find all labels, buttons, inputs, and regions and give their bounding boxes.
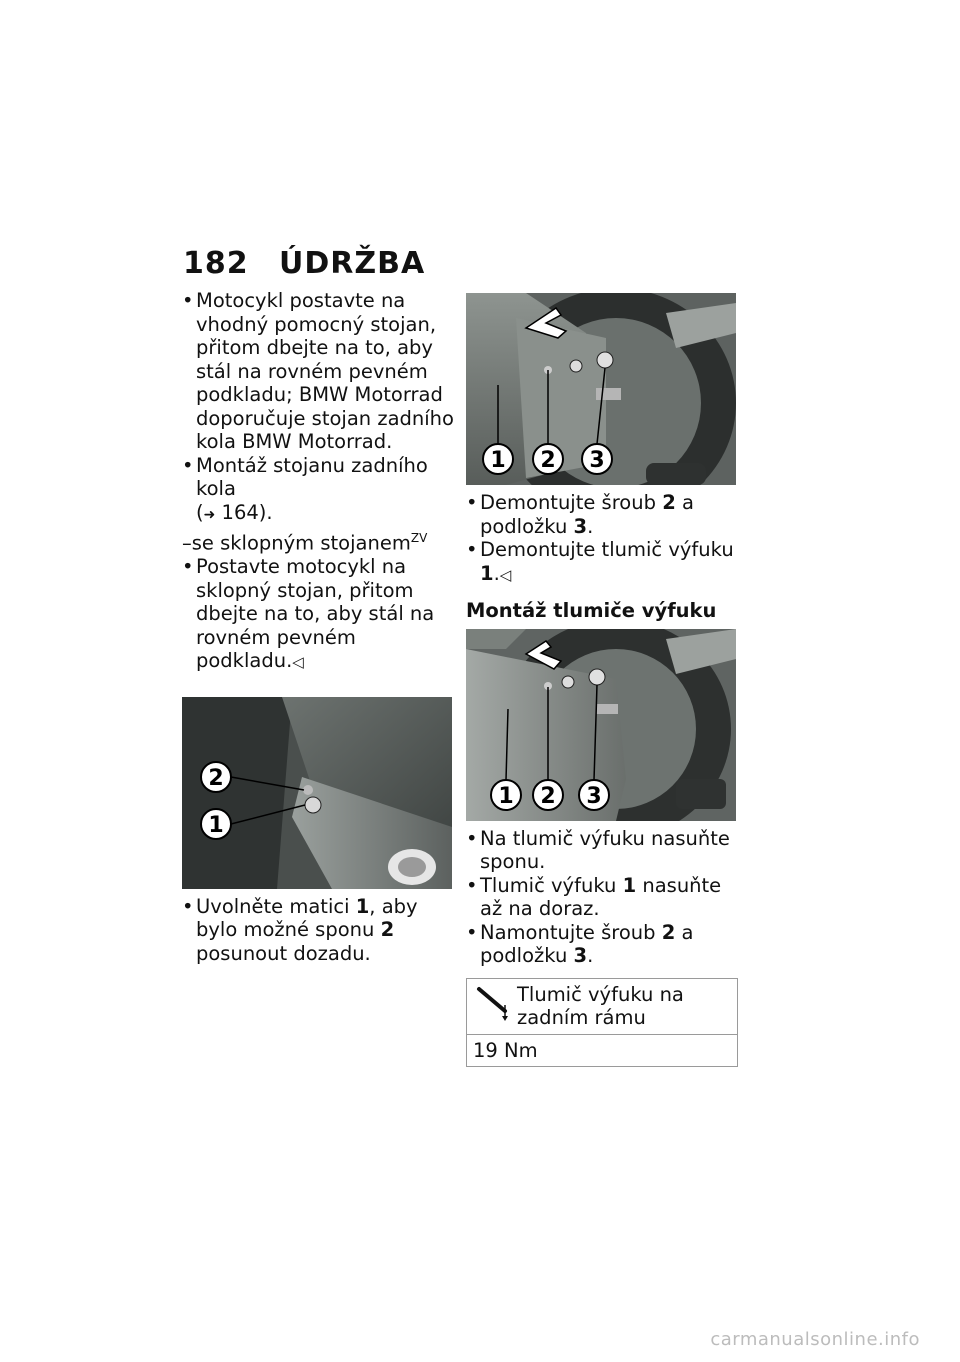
optional-equipment-badge: ZV (410, 531, 428, 545)
bullet-text: Demontujte šroub (480, 491, 663, 514)
torque-spec-header (467, 979, 737, 1035)
bullet-text: Namontujte šroub (480, 920, 662, 944)
left-column (182, 289, 454, 965)
list-item (466, 827, 738, 874)
photo-muffler-install (466, 629, 736, 821)
bullet-text: a podložku (480, 920, 694, 967)
right-column (466, 285, 738, 1067)
bullet-text: Motocykl postavte na vhodný pomocný stojan, přitom dbejte na to, aby stál na rovném pevném podkladu; BMW Motorrad doporučuje stojan zadního kola BMW Motorrad. (196, 289, 454, 453)
bullet-text: a podložku (480, 491, 694, 538)
bullet-text: nasuňte až na doraz. (480, 873, 722, 920)
section-title: ÚDRŽBA (279, 246, 426, 281)
part-number: 3 (573, 944, 588, 967)
list-item (466, 921, 738, 968)
part-number: 2 (380, 918, 395, 941)
bullet-text: posunout dozadu. (196, 941, 371, 965)
bullet-text: Postavte motocykl na sklopný stojan, přitom dbejte na to, aby stál na rovném pevném podkladu. (196, 555, 435, 672)
callout-label: 2 (540, 448, 556, 473)
part-number: 1 (480, 561, 494, 585)
part-number: 2 (662, 491, 676, 514)
condition-text: –se sklopným stojanem (182, 531, 411, 555)
part-number: 3 (573, 514, 588, 538)
bullet-text: Demontujte tlumič výfuku (480, 538, 734, 561)
part-number: 2 (661, 920, 676, 944)
bullet-text: Tlumič výfuku (480, 873, 623, 897)
photo-muffler-removal (466, 293, 736, 485)
list-item: • Montáž stojanu zadního kola (➜ 164). (182, 454, 454, 528)
torque-spec-value: 19 Nm (473, 1038, 538, 1062)
bullet-text: Na tlumič výfuku nasuňte sponu. (480, 826, 730, 873)
list-item (466, 874, 738, 921)
part-number: 1 (355, 894, 370, 918)
page-number: 182 (183, 246, 249, 281)
list-item (466, 538, 738, 587)
list-item (182, 895, 454, 966)
end-triangle-icon: ◁ (499, 565, 512, 584)
list-item (466, 491, 738, 538)
bullet-text: . (493, 561, 500, 585)
condition-item (182, 527, 454, 555)
callout-label: 1 (490, 448, 506, 473)
photo-clamp-nut (182, 697, 452, 889)
callout-label: 3 (586, 783, 602, 809)
callout-label: 1 (208, 812, 224, 838)
bullet-text: Uvolněte matici (196, 894, 356, 918)
watermark: carmanualsonline.info (710, 1329, 920, 1350)
arrow-ref-icon: ➜ (203, 506, 216, 523)
callout-label: 2 (540, 783, 556, 809)
end-triangle-icon: ◁ (292, 653, 304, 671)
bullet-text: . (587, 514, 594, 538)
callout-label: 3 (589, 448, 605, 473)
page-header (183, 246, 425, 281)
bullet-text: Montáž stojanu zadního kola (196, 453, 428, 500)
list-item (182, 555, 454, 675)
section-subheading: Montáž tlumiče výfuku (466, 599, 717, 622)
bullet-text: . (587, 944, 594, 967)
torque-wrench-icon (473, 983, 517, 1030)
list-item (182, 289, 454, 454)
bullet-text: , aby bylo možné sponu (196, 894, 418, 941)
part-number: 1 (622, 873, 637, 897)
callout-label: 2 (208, 765, 224, 791)
torque-spec-label: Tlumič výfuku na zadním rámu (517, 982, 684, 1029)
callout-label: 1 (498, 783, 514, 809)
page-reference-link[interactable]: 164). (221, 500, 273, 524)
torque-spec-box (466, 978, 738, 1068)
